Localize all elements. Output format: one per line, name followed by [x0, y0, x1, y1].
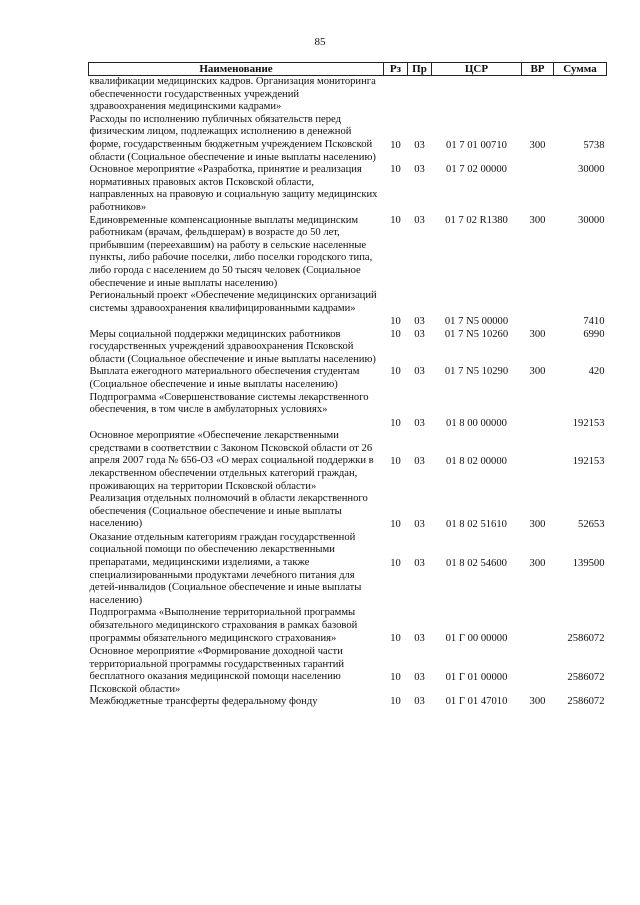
- cell-pr: 03: [414, 366, 425, 378]
- cell-pr: 03: [414, 214, 425, 226]
- table-header-row: [89, 63, 607, 76]
- header-rz: Рз: [384, 63, 408, 76]
- cell-vr: 300: [529, 366, 546, 378]
- cell-rz: 10: [390, 139, 401, 151]
- cell-pr: 03: [414, 417, 425, 429]
- cell-rz: 10: [390, 456, 401, 468]
- cell-csr: 01 7 N5 10260: [444, 328, 509, 340]
- cell-name: Основное мероприятие «Формирование доходной части территориальной программы государственных гарантий бесплатного оказания медицинской помощи населению Псковской области»: [89, 645, 345, 695]
- table-row: [89, 329, 607, 367]
- cell-sum: 2586072: [567, 696, 605, 708]
- header-name: Наименование: [89, 63, 384, 76]
- cell-sum: 5738: [583, 139, 605, 151]
- cell-vr: [522, 164, 554, 214]
- cell-sum: 192153: [572, 456, 605, 468]
- cell-vr: [522, 646, 554, 696]
- cell-rz: 10: [390, 696, 401, 708]
- cell-vr: [522, 430, 554, 493]
- cell-name: Подпрограмма «Совершенствование системы лекарственного обеспечения, в том числе в амбулаторных условиях»: [89, 391, 369, 416]
- cell-name: Реализация отдельных полномочий в области лекарственного обеспечения (Социальное обеспечение и иные выплаты населению): [89, 493, 368, 530]
- cell-vr: [522, 76, 554, 114]
- cell-pr: 03: [414, 696, 425, 708]
- cell-vr: [522, 607, 554, 646]
- cell-rz: 10: [390, 671, 401, 683]
- cell-name: Расходы по исполнению публичных обязательств перед физическим лицом, подлежащих исполнению в денежной форме, государственным бюджетным учреждением Псковской области (Социальное обеспечение и иные выплаты населению): [89, 113, 376, 163]
- cell-rz: [384, 76, 408, 114]
- cell-vr: [522, 290, 554, 329]
- cell-sum: 192153: [572, 417, 605, 429]
- table-row: [89, 607, 607, 646]
- table-row: [89, 215, 607, 291]
- header-vr: ВР: [522, 63, 554, 76]
- cell-pr: 03: [414, 519, 425, 531]
- table-row: [89, 696, 607, 709]
- cell-name: Подпрограмма «Выполнение территориальной программы обязательного медицинского страхования в рамках базовой программы обязательного медицинского страхования»: [89, 607, 358, 644]
- cell-sum: 52653: [578, 519, 605, 531]
- cell-pr: [408, 76, 432, 114]
- cell-sum: 30000: [578, 164, 605, 176]
- cell-csr: 01 7 N5 00000: [444, 316, 509, 328]
- cell-sum: 2586072: [567, 671, 605, 683]
- cell-vr: 300: [529, 519, 546, 531]
- cell-pr: 03: [414, 316, 425, 328]
- page-number: 85: [314, 36, 326, 48]
- table-row: [89, 366, 607, 391]
- cell-vr: 300: [529, 696, 546, 708]
- cell-sum: 30000: [578, 214, 605, 226]
- cell-csr: 01 7 N5 10290: [444, 366, 509, 378]
- cell-csr: 01 7 02 00000: [446, 164, 507, 176]
- table-body: [89, 76, 607, 709]
- cell-rz: 10: [390, 417, 401, 429]
- cell-vr: [522, 392, 554, 431]
- cell-csr: 01 8 02 00000: [446, 456, 507, 468]
- table-row: [89, 164, 607, 214]
- table-row: [89, 76, 607, 114]
- cell-name: Единовременные компенсационные выплаты медицинским работникам (врачам, фельдшерам) в возрасте до 50 лет, прибывшим (переехавшим) на работу в сельские населенные пункты, либо рабочие поселки, либо поселки городского типа, либо города с населением до 50 тысяч человек (Социальное обеспечение и иные выплаты населению): [89, 214, 373, 289]
- cell-rz: 10: [390, 366, 401, 378]
- cell-name: Межбюджетные трансферты федеральному фонду: [89, 696, 318, 708]
- cell-pr: 03: [414, 633, 425, 645]
- cell-sum: 6990: [583, 328, 605, 340]
- table-row: [89, 430, 607, 493]
- cell-pr: 03: [414, 139, 425, 151]
- cell-name: Основное мероприятие «Разработка, принятие и реализация нормативных правовых актов Псковской области, направленных на правовую и социальную защиту медицинских работников»: [89, 164, 378, 213]
- cell-rz: 10: [390, 328, 401, 340]
- table-row: [89, 532, 607, 608]
- cell-csr: 01 Г 00 00000: [445, 633, 508, 645]
- cell-sum: 420: [588, 366, 605, 378]
- table-row: [89, 114, 607, 164]
- cell-rz: 10: [390, 557, 401, 569]
- cell-csr: 01 8 00 00000: [446, 417, 507, 429]
- cell-csr: 01 Г 01 00000: [445, 671, 508, 683]
- cell-vr: 300: [529, 557, 546, 569]
- table-row: [89, 646, 607, 696]
- table-row: [89, 493, 607, 532]
- header-sum: Сумма: [554, 63, 607, 76]
- cell-name: Региональный проект «Обеспечение медицинских организаций системы здравоохранения квалифицированными кадрами»: [89, 290, 377, 314]
- header-pr: Пр: [408, 63, 432, 76]
- cell-pr: 03: [414, 557, 425, 569]
- cell-sum: 2586072: [567, 633, 605, 645]
- cell-vr: 300: [529, 328, 546, 340]
- cell-pr: 03: [414, 328, 425, 340]
- cell-pr: 03: [414, 671, 425, 683]
- cell-csr: [432, 76, 522, 114]
- cell-rz: 10: [390, 633, 401, 645]
- cell-name: Выплата ежегодного материального обеспечения студентам (Социальное обеспечение и иные выплаты населению): [89, 366, 360, 391]
- cell-pr: 03: [414, 456, 425, 468]
- cell-pr: 03: [414, 164, 425, 176]
- cell-csr: 01 7 02 R1380: [445, 214, 508, 226]
- budget-table: [88, 62, 607, 709]
- cell-vr: 300: [529, 214, 546, 226]
- table-row: [89, 392, 607, 431]
- cell-vr: 300: [529, 139, 546, 151]
- cell-csr: 01 8 02 54600: [446, 557, 507, 569]
- cell-rz: 10: [390, 316, 401, 328]
- cell-rz: 10: [390, 164, 401, 176]
- cell-rz: 10: [390, 214, 401, 226]
- cell-name: квалификации медицинских кадров. Организация мониторинга обеспеченности государственных учреждений здравоохранения медицинскими кадрами»: [89, 76, 376, 113]
- cell-sum: 7410: [583, 316, 605, 328]
- cell-name: Основное мероприятие «Обеспечение лекарственными средствами в соответствии с Законом Псковской области от 26 апреля 2007 года № 656-ОЗ «О мерах социальной поддержки в лекарственном обеспечении отдельных категорий граждан, проживающих на территории Псковской области»: [89, 430, 374, 492]
- table-row: [89, 290, 607, 329]
- cell-name: Оказание отдельным категориям граждан государственной социальной помощи по обеспечению лекарственными препаратами, медицинскими изделиями, а также специализированными продуктами лечебного питания для детей-инвалидов (Социальное обеспечение и иные выплаты населению): [89, 531, 362, 606]
- cell-rz: 10: [390, 519, 401, 531]
- cell-csr: 01 7 01 00710: [446, 139, 507, 151]
- cell-csr: 01 Г 01 47010: [445, 696, 508, 708]
- cell-csr: 01 8 02 51610: [446, 519, 507, 531]
- cell-name: Меры социальной поддержки медицинских работников государственных учреждений здравоохранения Псковской области (Социальное обеспечение и иные выплаты населению): [89, 328, 376, 365]
- cell-sum: 139500: [572, 557, 605, 569]
- header-csr: ЦСР: [432, 63, 522, 76]
- cell-sum: [554, 76, 607, 114]
